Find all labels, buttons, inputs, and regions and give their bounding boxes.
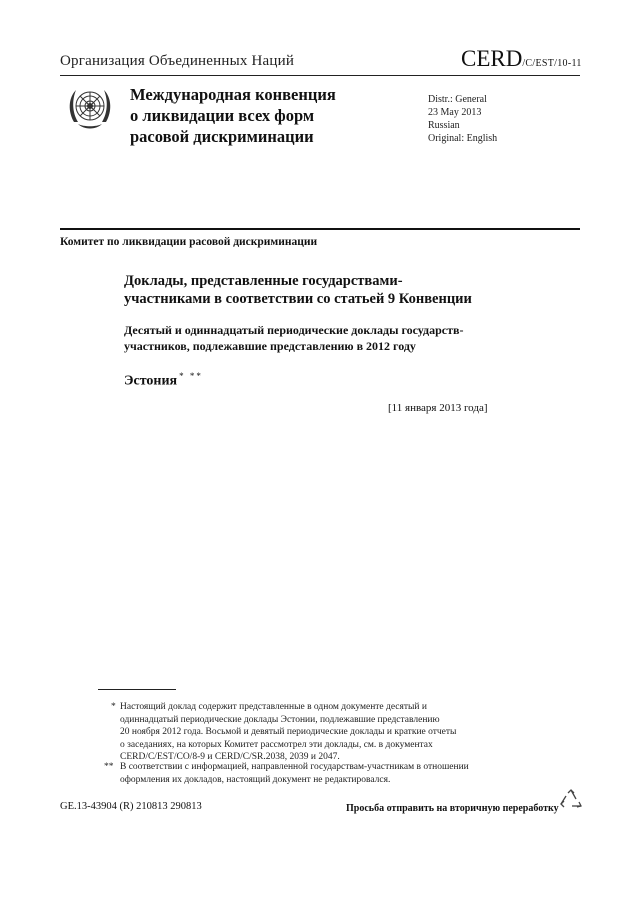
convention-title-line1: Международная конвенция — [130, 85, 336, 104]
committee-name: Комитет по ликвидации расовой дискриминации — [60, 236, 318, 248]
reports-heading-line2: участниками в соответствии со статьей 9 Конвенции — [124, 291, 472, 307]
distr-status: Distr.: General — [428, 94, 487, 105]
periodic-heading — [124, 322, 544, 354]
footnote-1-line: CERD/C/EST/CO/8-9 и CERD/C/SR.2038, 2039 и 2047. — [120, 752, 340, 762]
reports-heading — [124, 272, 544, 308]
section-rule — [60, 228, 580, 230]
reports-heading-line1: Доклады, представленные государствами- — [124, 273, 403, 289]
convention-title-line3: расовой дискриминации — [130, 127, 314, 146]
footnote-1-line: о заседаниях, на которых Комитет рассмотрел эти доклады, см. в документах — [120, 739, 433, 750]
footnote-2-marker: ** — [104, 762, 114, 772]
distribution-block — [428, 93, 497, 145]
organization-name: Организация Объединенных Наций — [60, 53, 295, 69]
periodic-heading-line2: участников, подлежавшие представлению в 2012 году — [124, 339, 416, 353]
distr-language: Russian — [428, 120, 460, 131]
recycle-notice: Просьба отправить на вторичную переработку — [346, 803, 559, 814]
distr-original: Original: English — [428, 133, 498, 144]
footnote-1-line: одиннадцатый периодические доклады Эстонии, подлежавшие представлению — [120, 714, 440, 725]
header-rule — [60, 75, 580, 76]
footnote-1 — [120, 701, 505, 764]
symbol-sub: /C/EST/10-11 — [522, 58, 582, 69]
footnote-2-line: В соответствии с информацией, направленной государствам-участникам в отношении — [120, 762, 469, 772]
country-name: Эстония — [124, 373, 178, 389]
document-symbol — [461, 46, 582, 72]
recycle-icon — [560, 789, 582, 811]
report-date: [11 января 2013 года] — [388, 402, 488, 414]
distr-date: 23 May 2013 — [428, 107, 482, 118]
footnote-2 — [120, 761, 520, 786]
footnote-1-line: Настоящий доклад содержит представленные в одном документе десятый и — [120, 702, 427, 712]
footnote-rule — [98, 689, 176, 690]
periodic-heading-line1: Десятый и одиннадцатый периодические доклады государств- — [124, 323, 464, 337]
convention-title — [130, 84, 380, 147]
un-emblem-icon — [64, 82, 116, 134]
country-heading — [124, 371, 203, 390]
convention-title-line2: о ликвидации всех форм — [130, 106, 315, 125]
job-number: GE.13-43904 (R) 210813 290813 — [60, 801, 202, 812]
footnote-marks: * ** — [179, 371, 203, 381]
symbol-main: CERD — [461, 46, 523, 71]
footnote-1-marker: * — [111, 702, 116, 712]
footnote-2-line: оформления их докладов, настоящий документ не редактировался. — [120, 774, 391, 785]
footnote-1-line: 20 ноября 2012 года. Восьмой и девятый периодические доклады и краткие отчеты — [120, 727, 457, 737]
